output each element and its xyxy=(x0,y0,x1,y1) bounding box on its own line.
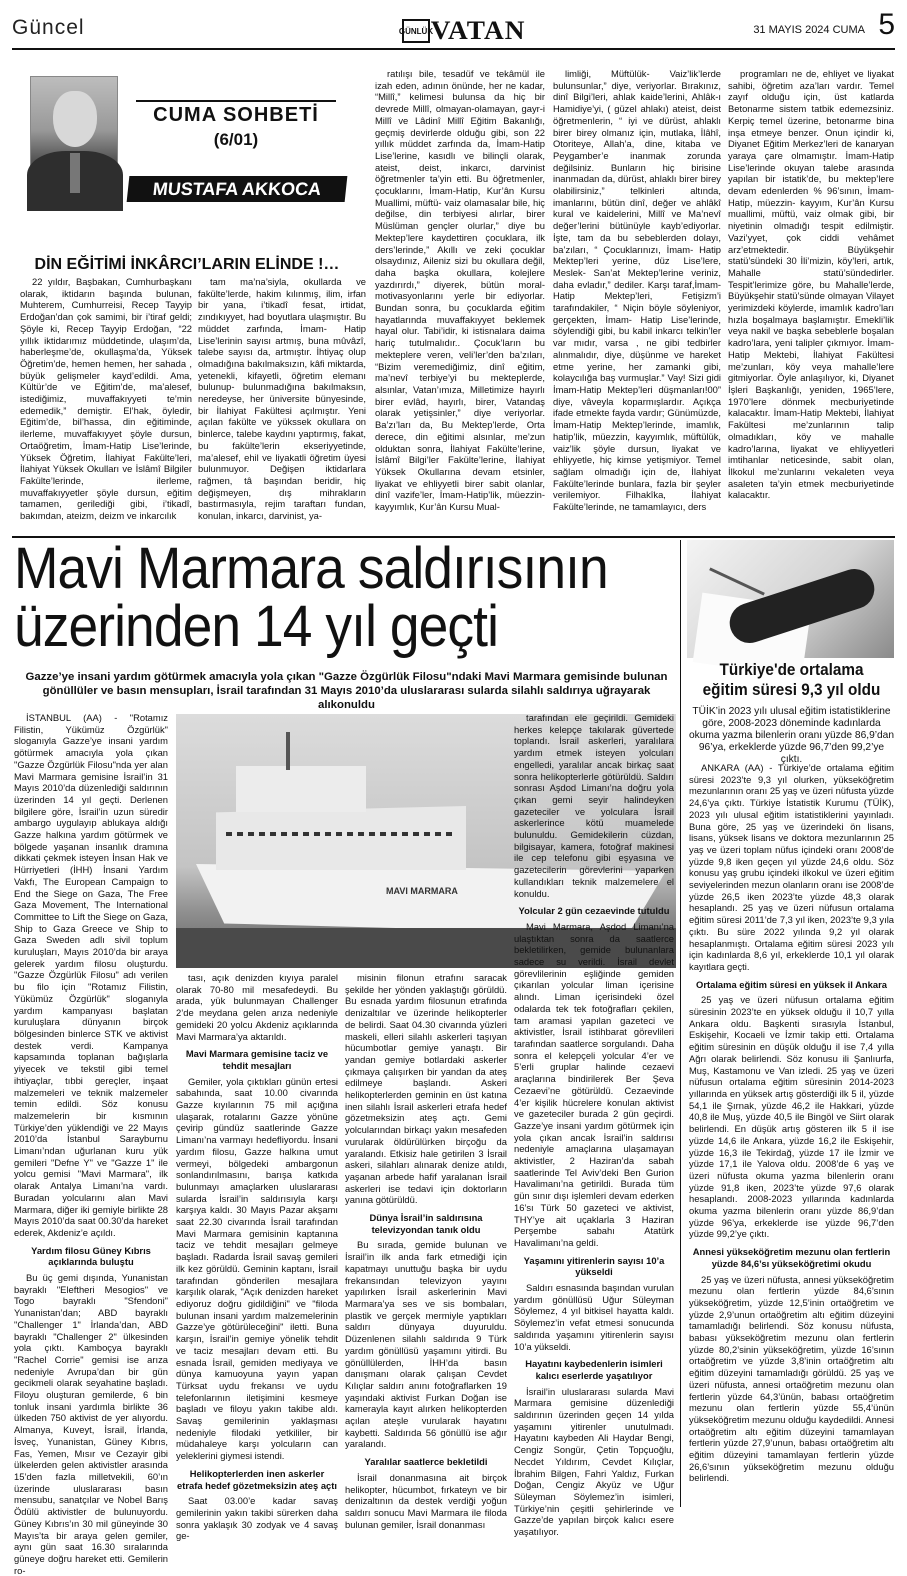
column-title: CUMA SOHBETİ xyxy=(136,100,336,127)
side-text: 25 yaş ve üzeri nüfusun ortalama eğitim süresinin 2023’te en yüksek olduğu il 10,7 yılla Ankara oldu. Başkenti sırasıyla İstanbul, Eskişehir, Kocaeli ve İzmir takip etti. Ortalama eğitim süresinin en düşük olduğu il ise 7,4 yılla Ağrı olarak belirlendi. Söz konusu ili Şanlıurfa, Muş, Kastamonu ve Van izledi. 25 yaş ve üzeri nüfusun ortalama eğitim süresinin 2014-2023 yıllarında en yüksek artış gösterdiği ilk 5 il, yüzde 54,1 ile Şırnak, yüzde 46,2 ile Hakkari, yüzde 40,8 ile Muş, yüzde 40,5 ile Bingöl ve Siirt olarak belirlendi. En düşük artış gösteren ilk 5 il ise yüzde 14,6 ile Ankara, yüzde 16,2 ile Eskişehir, yüzde 16,3 ile Tekirdağ, yüzde 17 ile İzmir ve yüzde 17,1 ile Yalova oldu. 2008’de 6 yaş ve üzeri nüfusta okuma yazma bilenlerin oranı yüzde 91,8 iken, 2023’te yüzde 97,6 olarak hesaplandı. 2008-2023 yıllarında kadınlarda okuma yazma bilenlerin oranı yüzde 86,9’dan yüzde 96’ya, erkeklerde ise yüzde 96,7’den yüzde 99,2’ye çıktı. xyxy=(689,994,894,1240)
headline-line-1: Mavi Marmara saldırısının xyxy=(14,536,608,601)
story-text: Saldırı esnasında başından vurulan yardım gönüllüsü Uğur Süleyman Söylemez, 4 yıl bitkisel hayatta kaldı. Söylemez’in vefat etmesi sonucunda saldırıda yaşamını yitirenlerin sayısı 10’a yükseldi. xyxy=(514,1282,674,1352)
logo-text: VATAN xyxy=(430,16,526,45)
side-story xyxy=(680,540,895,1507)
side-body xyxy=(689,762,894,1507)
opinion-headline: DİN EĞİTİMİ İNKÂRCI’LARIN ELİNDE !… xyxy=(34,256,340,273)
story-text: İsrail donanmasına ait birçok helikopter, hücumbot, fırkateyn ve bir denizaltının da destek verdiği yoğun saldırı sonucu Mavi Marmara ile filoda bulunan gemiler, İsrail donanması xyxy=(345,1471,507,1530)
story-col-3 xyxy=(345,972,507,1530)
story-subhead: Dünya İsrail’in saldırısına televizyondan tanık oldu xyxy=(369,1212,483,1235)
story-subhead: Hayatını kaybedenlerin isimleri kalıcı eserlerde yaşatılıyor xyxy=(525,1358,663,1381)
newspaper-logo[interactable] xyxy=(398,16,532,45)
story-text: Bu sırada, gemide bulunan ve İsrail’in ilk anda fark etmediği için kapatmayı unuttuğu başka bir uydu frekansından televizyon yayını yapılırken İsrail askerlerinin Mavi Marmara’ya ses ve sis bombaları, plastik ve gerçek mermiyle yaptıkları saldırı dünyaya duyuruldu. Düzenlenen silahlı saldırıda 9 Türk yardım gönüllüsü yaşamını yitirdi. Bu gönüllülerden, İHH’da basın danışmanı olarak çalışan Cevdet Kılıçlar saldırı anını fotoğraflarken 19 yaşındaki aktivist Furkan Doğan ise kamerayla kayıt alırken helikopterden açılan ateşle vurularak hayatını kaybetti. Saldırıda 56 gönüllü ise ağır yaralandı. xyxy=(345,1239,507,1450)
education-photo xyxy=(687,540,894,658)
story-text: Gemiler, yola çıktıkları günün ertesi sabahında, saat 10.00 civarında Gazze kıyılarının 75 mil açığına ulaşarak, rotalarını Gazze yönüne çevirip gündüz saatlerinde Gazze Limanı’na varmayı hedefliyordu. İnsani yardım filosu, Gazze halkına umut vermeyi, bölgedeki ambargonun sonlandırılmasını, barışa katkıda bulunmayı amaçlarken uluslararası sularda İsrail’in saldırısıyla karşı karşıya kaldı. 30 Mayıs Pazar akşamı saat 22.30 civarında İsrail tarafından Mavi Marmara gemisinin kaptanına taciz ve tehdit mesajları gelmeye başladı. Radarda İsrail savaş gemileri ilk kez görüldü. Geminin kaptanı, İsrail tarafından gönderilen mesajlara karşılık olarak, "Açık denizden hareket ediyoruz doğru gidildiğini" ve "filoda bulunan insani yardım malzemelerinin Gazze’ye götürüleceğini" iletti. Buna karşın, İsrail’in gemiye yönelik tehdit ve taciz mesajları devam etti. Bu esnada İsrail, gemiden mediyaya ve dünya kamuoyuna yayın yapan Türksat uydu frekansı ve uydu telefonlarının iletişimini kesmeye başladı ve filoyu yakın takibe aldı. Savaş gemilerinin yaklaşması nedeniyle filodaki yetkililer, bir müdahaleye karşı yolcuların can yeleklerini giymesi istendi. xyxy=(176,1075,338,1462)
opinion-text: tam ma’na’siyla, okullarda ve fakülte’lerde, hakim kılınmış, ilim, irfan bir yana, i’tikadî fesat, irtidat, zındıkıyyet, had boyutlara ulaşmıştır. Bu müddet zarfında, İmam- Hatip Lise’lerinin sayısı artmış, buna mûvâzî, talebe sayısı da, artmıştır. İhtiyaç olup olmadığına bakılmaksızın, kâfi miktarda, yetenekli, kifayetli, öğretim elemanı bulunup- bulunmadığına bakılmaksın, neredeyse, her üniversite bünyesinde, bir İlahiyat Fakültesi açılmıştır. Yeni açılan fakülte ve yükssek okullara on binlerce, talebe kaydını yaptırmış, fakat, bu fakülte’lerin ekseriyyetinde, ma’alesef, ehil ve liyakatli öğretim üyesi bulunmuyor. Değişen iktidarlara rağmen, tâ başından beridir, hiç değişmeyen, dış mihrakların bastırmasıyla, rejim taraftarı fundan, konulan, inkarcı, darvinist, ya- xyxy=(198,276,366,522)
ship-name-label: MAVI MARMARA xyxy=(386,886,458,896)
story-text: tarafından ele geçirildi. Gemideki herkes kelepçe takılarak güvertede toplandı. İsrail askerleri, yaralılara yardım etmek isteyen yolcuları engelledi, yaralılar ancak birkaç saat sonra helikopterlerle götürüldü. Saldırı sonrası Aşdod Limanı’na doğru yola çıkan gemi seyir halindeyken gazeteciler ve yolculara İsrail askerlerince kötü muamelede bulunuldu. Gemidekilerin cüzdan, bilgisayar, kamera, fotoğraf makinesi ile cep telefonu gibi eşyasına ve gazetecilerin görevlerini yaparken kullandıkları teknik malzemelere el konuldu. xyxy=(514,712,674,899)
page-number: 5 xyxy=(878,8,895,41)
opinion-col-2 xyxy=(198,276,366,522)
opinion-section xyxy=(12,60,895,538)
side-lead: TÜİK’in 2023 yılı ulusal eğitim istatistiklerine göre, 2008-2023 döneminde kadınlarda okuma yazma bilenlerin oranı yüzde 86,9’dan 96’ya, erkeklerde yüzde 96,7’den 99,2’ye çıktı. xyxy=(689,706,895,765)
story-text: tası, açık denizden kıyıya paralel olarak 70-80 mil mesafedeydi. Bu arada, yük bulunmayan Challenger 2’de meydana gelen arıza nedeniyle gemideki 20 yolcu Akdeniz açıklarında Mavi Marmara’ya aktarıldı. xyxy=(176,972,338,1042)
story-subhead: Yaşamını yitirenlerin sayısı 10’a yükseldi xyxy=(523,1254,665,1278)
main-deck: Gazze’ye insani yardım götürmek amacıyla yola çıkan "Gazze Özgürlük Filosu"ndaki Mavi Marmara gemisinde bulunan gönüllüler ve basın mensupları, İsrail tarafından 31 Mayıs 2010’da uluslararası sularda silahlı saldırıya uğrayarak alıkonuldu xyxy=(25,671,668,711)
side-text: ANKARA (AA) - Türkiye’de ortalama eğitim süresi 2023’te 9,3 yıl olurken, yükseköğretim mezunlarının oranı 25 yaş ve üzeri nüfusta yüzde 24,6’ya çıktı. Türkiye İstatistik Kurumu (TÜİK), 2023 yılı ulusal eğitim istatistiklerini yayınladı. Buna göre, 25 yaş ve üzerindeki ön lisans, lisans, yüksek lisans ve doktora mezunlarının 25 yaş ve üzeri toplam nüfus içindeki oranı 2008’de yüzde 9,8 iken geçen yıl yüzde 24,6 oldu. Söz konusu yaş grubu içindeki ilkokul ve üzeri eğitim seviyelerinden mezun olanların oranı ise 2008’de yüzde 26,5 iken 2023’te yüzde 48,3 olarak hesaplandı. 25 yaş ve üzeri nüfusun ortalama eğitim süresi 2011’de 7,3 yıl iken, 2023’te 9,3 yıla çıktı. Bu süre 2022 yılında 9,2 yıl olarak hesaplanmıştı. Ortalama eğitim süresi 2023 yılı için kadınlarda 8,6 yıl, erkeklerde 10,1 yıl olarak kayıtlara geçti. xyxy=(689,762,894,972)
story-col-4 xyxy=(514,712,674,1538)
main-headline[interactable] xyxy=(14,536,617,659)
story-text: İSTANBUL (AA) - "Rotamız Filistin, Yükümüz Özgürlük" sloganıyla Gazze’ye insani yardım götürmek amacıyla yola çıkan "Gazze Özgürlük Filosu"nda yer alan Mavi Marmara gemisine İsrail’in 31 Mayıs 2010’da düzenlediği saldırının üzerinden 14 yıl geçti. Derlenen bilgilere göre, İsrail’in uzun süredir ambargo uygulayıp ablukaya aldığı Gazze halkına yardım götürmek ve bölgede yaşanan insanlık dramına dikkati çekmek isteyen İnsan Hak ve Hürriyetleri (İHH) İnsani Yardım Vakfı, The European Campaign to End the Siege on Gaza, The Free Gaza Movement, The International Committee to Lift the Siege on Gaza, Ship to Gaza Greece ve Ship to Gaza Sweden adlı sivil toplum kuruluşları, Mayıs 2010’da bir araya gelerek yardım filosu oluşturdu. "Gazze Özgürlük Filosu" adı verilen bu filo için "Rotamız Filistin, Yükümüz Özgürlük" sloganıyla yardım kampanyası başlatan kuruluşlara dünyanın birçok bölgesinden binlerce STK ve aktivist destek verdi. Kampanya kapsamında toplanan bağışlarla yiyecek ve tekstil gibi temel ihtiyaçlar, tıbbi gereçler, inşaat malzemeleri ve teknik malzemeler temin edildi. Söz konusu malzemelerin bir kısmının Türkiye’den yüklendiği ve 22 Mayıs 2010’da İstanbul Sarayburnu Limanı’ndan uğurlanan kuru yük gemileri "Defne Y" ve "Gazze 1" ile yolcu gemisi "Mavi Marmara", ilk olarak Antalya Limanı’na vardı. Buradan yolcularını alan Mavi Marmara, diğer iki gemiyle birlikte 28 Mayıs 2010’da saat 00.30’da hareket ederek, Akdeniz’e açıldı. xyxy=(14,712,168,1238)
opinion-col-1 xyxy=(20,276,192,522)
story-col-2 xyxy=(176,972,338,1542)
story-text: Mavi Marmara, Aşdod Limanı’na ulaştıktan sonra da saatlerce bekletilirken, gemide bulunanlara sadece su verildi. İsrail devlet görevlilerinin eşliğinde gemiden çıkarılan yolcular liman içerisine alındı. Liman içerisindeki özel odalarda tek tek fotoğrafları çekilen, tam aramasi yapılan gazeteci ve aktivistler, İsrail istihbarat görevlileri tarafından saatlerce sorgulandı. Daha sonra el kelepçeli yolcular 4’er ve 5’erli gruplar halinde cezaevi araçlarına bindirilerek Ber Şeva Cezaevi’ne götürüldü. Cezaevinde 4’er kişilik hücrelere konulan aktivist ve gazeteciler burada 2 gün geçirdi. Gazze’ye insani yardım götürmek için yola çıkan ancak İsrail’in saldırısı nedeniyle amaçlarına ulaşamayan aktivistler, 2 Haziran’da sabah saatlerinde Tel Aviv’deki Ben Gurion Havalimanı’na getirildi. Burada tüm gün sınır dışı işlemleri devam ederken 16’sı Türk 50 gazeteci ve aktivist, THY’ye ait uçaklarla 3 Haziran Perşembe sabahı Atatürk Havalimanı’na geldi. xyxy=(514,920,674,1248)
story-subhead: Helikopterlerden inen askerler etrafa hedef gözetmeksizin ateş açtı xyxy=(177,1467,337,1491)
opinion-col-5 xyxy=(728,68,894,501)
author-photo xyxy=(30,76,118,196)
logo-icon: GÜNLÜK xyxy=(402,19,430,43)
story-subhead: Yolcular 2 gün cezaevinde tutuldu xyxy=(518,905,670,917)
story-text: Bu üç gemi dışında, Yunanistan bayraklı "Eleftheri Mesogios" ve Togo bayraklı "Sfendoni" Yunanistan’dan; ABD bayraklı "Challenger 1" İrlanda’dan, ABD bayraklı "Challenger 2" ülkesinden yola çıktı. Kamboçya bayraklı "Rachel Corrie" gemisi ise arıza nedeniyle Avrupa’dan bir gün gecikmeli olarak seyahatine başladı. Filoyu oluşturan gemilerde, 6 bin tonluk insani yardımla birlikte 36 ülkeden 750 aktivist de yer alıyordu. Almanya, Kuveyt, İsrail, İrlanda, İsveç, Yunanistan, Güney Kıbrıs, Fas, Yemen, Mısır ve Cezayir gibi ülkelerden gelen aktivistler arasında 15’den fazla milletvekili, 60’ın üzerinde uluslararası basın mensubu, sanatçılar ve Nobel Barış Ödülü aktivistler de bulunuyordu. Güney Kıbrıs’ın 30 mil güneyinde 30 Mayıs’ta bir araya gelen gemiler, aynı gün saat 16.30 sıralarında güneye doğru hareket etti. Gemilerin ro- xyxy=(14,1272,168,1576)
story-subhead: Yaralılar saatlerce bekletildi xyxy=(364,1456,488,1468)
opinion-text: ratılışı bile, tesadüf ve tekâmül ile izah eden, adının önünde, her ne kadar, “Millî,” kelimesi bulunsa da hiç bir devrede Millî, olmayan-olamayan, gayr-i Millî ve Lâdinî Millî Eğitim Bakanlığı, geçmiş devirlerde olduğu gibi, son 22 yıllık müddet zarfında da, İmam-Hatip Lise’lerine, kasıdlı ve bilinçli olarak, ateist, deist, inkarcı, darvinist öğretmenler ta’yin etti. Bu öğretmenler, çocuklarını, İmam-Hatip, Kur’ân Kursu Muallimi, müftü- vaiz olamasalar bile, hiç değilse, din terbiyesi alırlar, birer Müslüman gençler olurlar,” diye bu Mektep’lere kaydettiren çocuklara, ilk ders’lerinde,” Akıllı ve zeki çocuklar olsaydınız, Aileniz sizi bu okullara değil, daha başka okullara, kolejlere yazdırırdı,” diyerek, bütün moral-motivasyonlarını yerle bir ediyorlar. Bundan sonra, bu çocuklarda eğitim hayatlarında muvaffakıyyet beklemek hayal olur. Tabi’idir, ki istisnalara daima hariç tutulmalıdır.. Çocuk’ların bu mekteplere veren, veli’ler’den ba’zıları, “Bizim veremediğimiz, dinî eğitim, ma’nevî terbiye’yi bu mekteplerde, alsınlar, Vatan’ımıza, Milletimize hayırlı birer evlâd, hayırlı, birer, Vatandaş olarak yetişsinler,” diye veriyorlar. Ba’zı’ları da, Bu Mektep’lerde, Orta derece, din eğitimi alsınlar, me’zun olduktan sonra, İlahiyat Fakülte’lerine, İslâmî Bilgi’ler Fakülte’lerine, İlahiyat Yüksek Okullarına devam etsinler, liyakat ve ehliyyetli birer sabit olanlar, dinî vazife’ler, İmam-Hatip’lik, müezzin- kayyımlık, Kur’ân Kursu Mual- xyxy=(375,68,545,513)
story-text: İsrail’in uluslararası sularda Mavi Marmara gemisine düzenlediği saldırının üzerinden geçen 14 yılda yaşamını yitirenler unutulmadı. Hayatını kaybeden Ali Haydar Bengi, Cengiz Songür, Çetin Topçuoğlu, Necdet Yıldırım, Cevdet Kılıçlar, İbrahim Bilgen, Fahri Yaldız, Furkan Doğan, Cengiz Akyüz ve Uğur Süleyman Söylemez’in isimleri, Türkiye’nin çeşitli şehirlerinde ve Gazze’de yapılan birçok kalıcı esere yaşatılıyor. xyxy=(514,1385,674,1538)
side-text: 25 yaş ve üzeri nüfusta, annesi yükseköğretim mezunu olan fertlerin yüzde 84,6’sının yükseköğretim, yüzde 12,5’inin ortaöğretim ve yüzde 2,9’unun ortaöğretim altı eğitim düzeyini tamamladığı belirlendi. Söz konusu nüfusta, babası yükseköğretim mezunu olan fertlerin yüzde 80,2’sinin yükseköğretim, yüzde 16’sının ortaöğretim ve yüzde 3,8’inin ortaöğretim altı eğitim düzeyini tamamladığı görüldü. 25 yaş ve üzeri nüfusta, annesi ortaöğretim mezunu olan fertlerin yüzde 64,3’ünün, babası ortaöğretim mezunu olan fertlerin yüzde 55,4’ünün yükseköğretim mezunu olduğu kaydedildi. Annesi ortaöğretim altı eğitim düzeyini tamamlayan fertlerin yüzde 27,9’unun, babası ortaöğretim altı eğitim düzeyini tamamlayan fertlerin yüzde 26,6’sının yükseköğretim mezunu olduğu belirlendi. xyxy=(689,1273,894,1484)
opinion-col-3 xyxy=(375,68,545,513)
issue-date: 31 MAYIS 2024 CUMA xyxy=(753,24,865,36)
column-number: (6/01) xyxy=(213,130,259,149)
opinion-text: limliği, Müftülük- Vaiz’lik’lerde bulunsunlar,” diye, veriyorlar. Bırakınız, dinî Bilgi’leri, ahlak kaide’lerini, Ahlâk-ı Hamidiye’yi, ( güzel ahlakı) ateist, deist öğretmenlerin, “ iyi ve dürüst, ahlaklı birer birey olmanız için, mutlaka, İlâhî, Otoriteye, Allah’a, dine, kitaba ve Peygamber’e inanmak zorunda değilsiniz. Bunların hiç birisine inanmadan da, dürüst, ahlaklı birer birey olabilirsiniz,” telkinleri altında, imanlarını, bütün dinî, değer ve ahlâkî kural ve kaidelerini, Millî ve Ma’nevî değer’lerini bütünüyle kayb’ediyorlar. İşte, tam da bu sebeblerden dolayı, ba’zıları, “ Çocuklarınızı, İmam- Hatip Mektep’leri yerine, düz Lise’lere, Meslek- San’at Mektep’lerine veriniz, daha evladır,” dediler. Karşı taraf,İmam- Hatip Mektep’leri, Fetişizm’i tarafındakiler, “ Niçin böyle söyleniyor, gerçekten, İmam- Hatip Lise’lerinde, söylendiği gibi, bu kabil inkarcı telkin’ler var mıdır, varsa , ne gibi tedbirler alınmalıdır, diye, düşünme ve hareket etme yerine, her zamanki gibi, kolaycılığa baş vurmuşlar.” Vay! Sizi gidi İmam-Hatip Mektep’leri düşmanları!00” diye, vâveyla koparmışlardır. Açıkça ifade etmekte fayda vardır; Günümüzde, İmam-Hatip Mektep’lerinde, imamlık, hatip’lik, müezzin, kayyımlık, müftülük, vaiz’lik şöyle dursun, liyakat ve ehliyyetle, hiç kimse yetişmiyor. Temel sağlam olmadığı için de, İlahiyat Fakülte’lerinde bunlara, fazla bir şeyler verilemiyor. Filhakîka, İlahiyat Fakülte’lerinde, ne tamamlayıcı, ders xyxy=(553,68,721,513)
story-text: misinin filonun etrafını saracak şekilde her yönden yaklaştığı görüldü. Bu esnada yardım filosunun etrafında denizaltılar ve üzerinde helikopterler de belirdi. Saat 04.30 civarında yüzleri maskeli, elleri silahlı askerleri taşıyan hücumbotlar gemiye yanaştı. Bir yandan gemiye botlardaki askerler çıkmaya çalışırken bir yandan da ateş edilmeye başlandı. Askeri helikopterlerden geminin en üst katına inen silahlı İsrail askerleri etrafa hedef gözetmeksizin ateş açtı. Gemi yolcularından birkaçı yakın mesafeden vurularak öldürülürken birçoğu da yaralandı. Etkisiz hale getirilen 3 İsrail askeri, silahları alınarak denize atıldı, yaşanan arbede hafif yaralanan İsrail askerleri ise tedavi için doktorların yanına götürüldü. xyxy=(345,972,507,1206)
side-subhead: Annesi yükseköğretim mezunu olan fertlerin yüzde 84,6’sı yükseköğretimi okudu xyxy=(692,1246,891,1269)
opinion-header xyxy=(12,60,357,273)
author-name: MUSTAFA AKKOCA xyxy=(127,176,348,202)
story-text: Saat 03.00’e kadar savaş gemilerinin yakın takibi sürerken daha sonra yaklaşık 30 zodyak ve 4 savaş ge- xyxy=(176,1495,338,1542)
page-header xyxy=(12,6,895,50)
opinion-text: 22 yıldır, Başbakan, Cumhurbaşkanı olarak, iktidarın başında bulunan, Muhterem, Cumhurreisi, Recep Tayyip Erdoğan’dan çok samimi, bir i’tiraf geldi; Şöyle ki, Recep Tayyip Erdoğan, “22 yıllık iktidarımız müddetinde, ulaşım’da, haberleşme’de, okullaşma’da, Yüksek Öğretim’de, hemen hemen, her sahada , büyük gelişmeler kayd’edildi. Ama, Kültür’de ve Eğitim’de, ma’alesef, istediğimiz, muvaffakıyyeti te’min edemedik,” demiştir. El’hak, öyledir, Eğitim’de, bil’hassa, din eğitiminde, ilerleme, muvaffakıyyet şöyle dursun, Ortaöğretim, İmam-Hatip Lise’lerinde, Yüksek Öğretim, İlahiyat Fakülte’leri, İlahiyat Yüksek Okulları ve İslâmî Bilgiler Fakülte’lerinde, ilerleme, muvaffakıyyetler şöyle dursun, eğitim tamamen, gerilediği gibi, i’tikadî, bakımdan, ateizm, deizm ve inkarcılık xyxy=(20,276,192,522)
side-headline[interactable]: Türkiye'de ortalama eğitim süresi 9,3 yıl oldu xyxy=(702,660,881,699)
story-subhead: Yardım filosu Güney Kıbrıs açıklarında buluştu xyxy=(31,1244,151,1268)
opinion-col-4 xyxy=(553,68,721,513)
story-subhead: Mavi Marmara gemisine taciz ve tehdit mesajları xyxy=(185,1048,329,1071)
section-name: Güncel xyxy=(12,16,85,39)
headline-line-2: üzerinden 14 yıl geçti xyxy=(14,594,499,659)
opinion-text: programları ne de, ehliyet ve liyakat sahibi, öğretim aza’ları vardır. Temel zayıf olduğu için, üst katlarda Betonarme sistem tatbik edemezsiniz. Kerpiç temel üzerine, betonarme bina inşa etmeye benzer. Onun içindir ki, Diyanet Eğitim Merkez’leri de kanaryan yaraya çare olmamıştır. İmam-Hatip Lise’lerinde okuyan talebe arasında yapılan bir istatik’de, bu mektep’lere devam edenlerden % 96’sının, İmam-Hatip, müezzin- kayyım, Kur’ân Kursu muallimi, müftü, vaiz olmak gibi, bir niyetinin olmadığı tespit edilmiştir. Vazi’yyet, çok ciddi vehâmet arz’etmektedir. Büyükşehir statü’sündeki 30 İli’mizin, köy’leri, artık, Mahalle statü’sündedirler. Tespit’lerimize göre, bu Mahalle’lerde, Büyükşehir statü’sünde olmayan Vilayet yerimizdeki köylerde, imamlık kadro’ları hızla boşalmaya başlamıştır. Emekli’lik veya nakil ve başka sebeblerle boşalan kadro’lara, yeni talipler çıkmıyor. İmam-Hatip Mektebi, İlahiyat Fakültesi me’zunları, köy veya mahalle’lere gitmiyorlar. Öyle anlaşılıyor, ki, Diyanet İşleri Başkanlığı, yeniden, 1965’lere, 1970’lere dönmek mecburiyetinde kalacaktır. İmam-Hatip Mektebi, İlahiyat Fakültesi me’zunlarının talip olmadıkları, köy ve mahalle kadro’larına, liyakat ve ehliyyetleri imtihanlar neticesinde, sabit olan, İlkokul me’zunlarını vekaleten veya asaleten ta’yin etmek mecburiyetinde kalacaktır. xyxy=(728,68,894,501)
story-col-1 xyxy=(14,712,168,1576)
side-subhead: Ortalama eğitim süresi en yüksek il Ankara xyxy=(696,978,887,990)
